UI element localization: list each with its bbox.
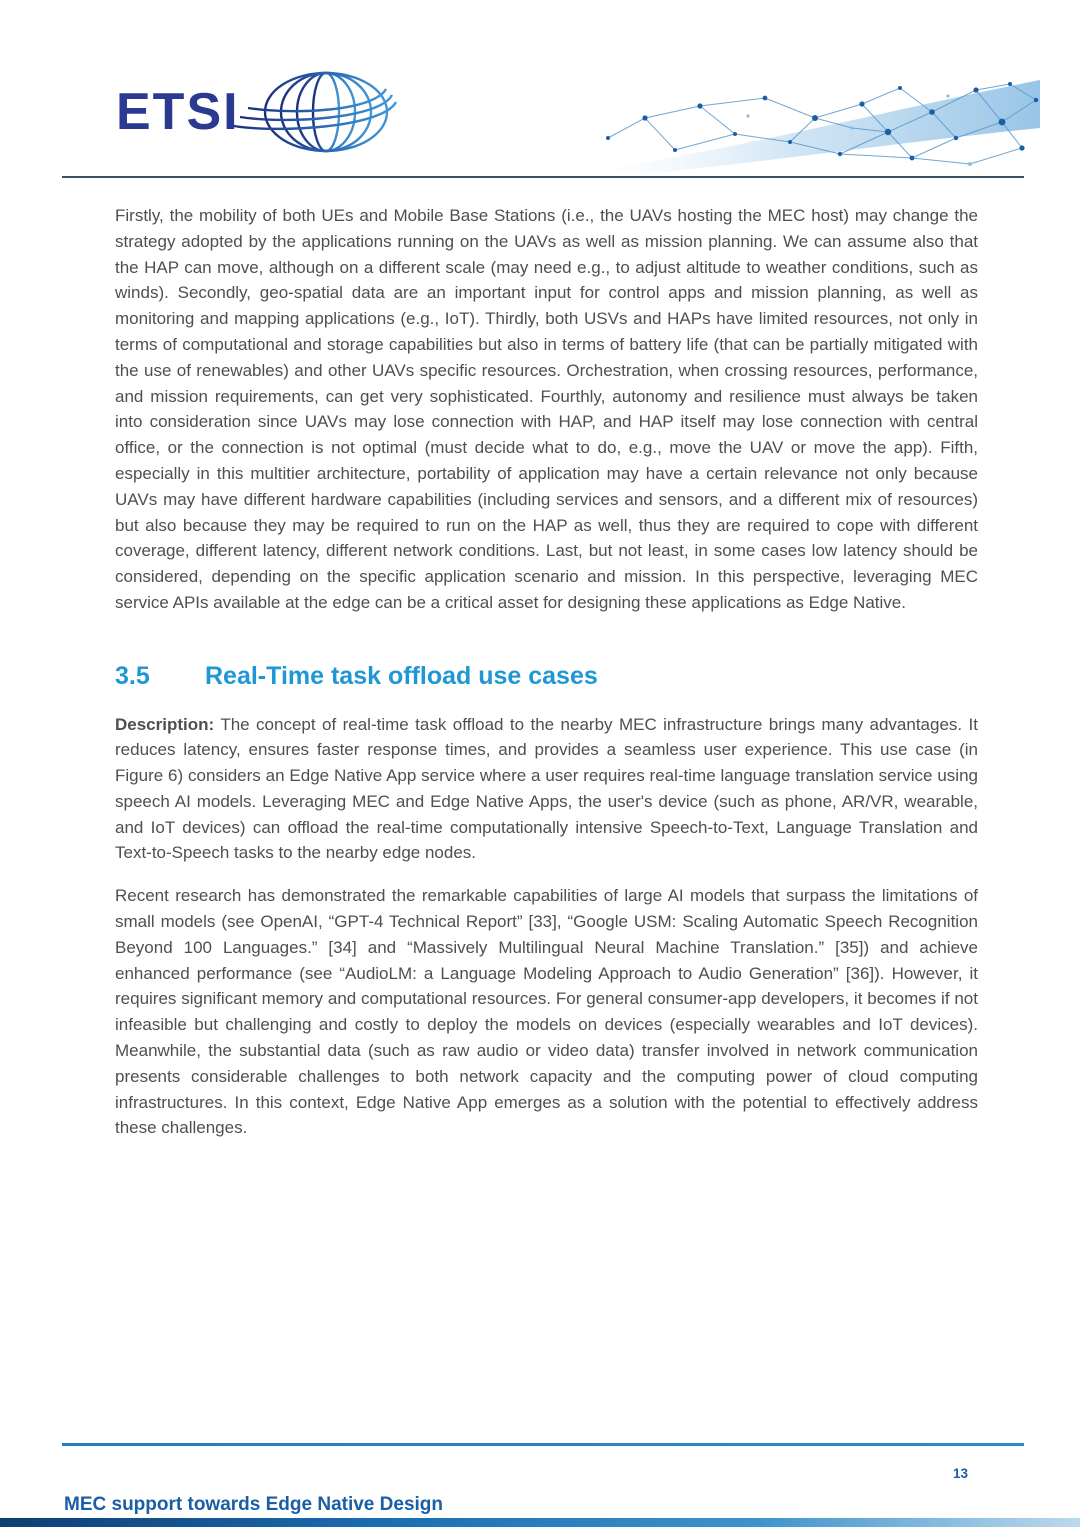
- page-header: [0, 0, 1080, 178]
- paragraph-description: [115, 712, 978, 867]
- etsi-logo: [116, 66, 400, 158]
- header-divider: [62, 176, 1024, 178]
- page-number: 13: [952, 1466, 968, 1481]
- footer-document-title: MEC support towards Edge Native Design: [64, 1494, 443, 1515]
- section-heading: [115, 662, 978, 691]
- etsi-logo-text: ETSI: [116, 83, 240, 141]
- footer-divider: [62, 1443, 1024, 1446]
- bottom-accent-bar: [0, 1518, 1080, 1527]
- section-number: 3.5: [115, 661, 150, 690]
- paragraph-uav-mobility: Firstly, the mobility of both UEs and Mobile Base Stations (i.e., the UAVs hosting the MEC host) may change the strategy adopted by the applications running on the UAVs as well as mission planning. We can assume also that the HAP can move, although on a different scale (may need e.g., to adjust altitude to weather conditions, such as winds). Secondly, geo-spatial data are an important input for control apps and mission planning, as well as monitoring and mapping applications (e.g., IoT). Thirdly, both USVs and HAPs have limited resources, not only in terms of computational and storage capabilities but also in terms of battery life (that can be partially mitigated with the use of renewables) and other UAVs specific resources. Orchestration, when crossing resources, performance, and mission requirements, can get very sophisticated. Fourthly, autonomy and resilience must always be taken into consideration since UAVs may lose connection with HAP, and HAP itself may lose connection with central office, or the connection is not optimal (must decide what to do, e.g., move the UAV or move the app). Fifth, especially in this multitier architecture, portability of application may have a certain relevance not only because UAVs may have different hardware capabilities (including services and sensors, and a different mix of resources) but also because they may be required to run on the HAP as well, thus they are required to cope with different coverage, different latency, different network conditions. Last, but not least, in some cases low latency should be considered, depending on the specific application scenario and mission. In this perspective, leveraging MEC service APIs available at the edge can be a critical asset for designing these applications as Edge Native.: [115, 206, 978, 612]
- description-label: Description:: [115, 714, 215, 734]
- description-text: The concept of real-time task offload to the nearby MEC infrastructure brings many advantages. It reduces latency, ensures faster response times, and provides a seamless user experience. This use case (in Figure 6) considers an Edge Native App service where a user requires real-time language translation service using speech AI models. Leveraging MEC and Edge Native Apps, the user's device (such as phone, AR/VR, wearable, and IoT devices) can offload the real-time computationally intensive Speech-to-Text, Language Translation and Text-to-Speech tasks to the nearby edge nodes.: [115, 714, 979, 863]
- etsi-globe-icon: [232, 66, 400, 158]
- document-body: [115, 203, 978, 1158]
- section-title: Real-Time task offload use cases: [205, 661, 598, 690]
- paragraph-research: Recent research has demonstrated the remarkable capabilities of large AI models that surpass the limitations of small models (see OpenAI, “GPT-4 Technical Report” [33], “Google USM: Scaling Automatic Speech Recognition Beyond 100 Languages.” [34] and “Massively Multilingual Neural Machine Translation.” [35]) and achieve enhanced performance (see “AudioLM: a Language Modeling Approach to Audio Generation” [36]). However, it requires significant memory and computational resources. For general consumer-app developers, it becomes if not infeasible but challenging and costly to deploy the models on devices (especially wearables and IoT devices). Meanwhile, the substantial data (such as raw audio or video data) transfer involved in network communication presents considerable challenges to both network capacity and the computing power of cloud computing infrastructures. In this context, Edge Native App emerges as a solution with the potential to effectively address these challenges.: [115, 886, 978, 1138]
- network-mesh-graphic: [600, 76, 1040, 174]
